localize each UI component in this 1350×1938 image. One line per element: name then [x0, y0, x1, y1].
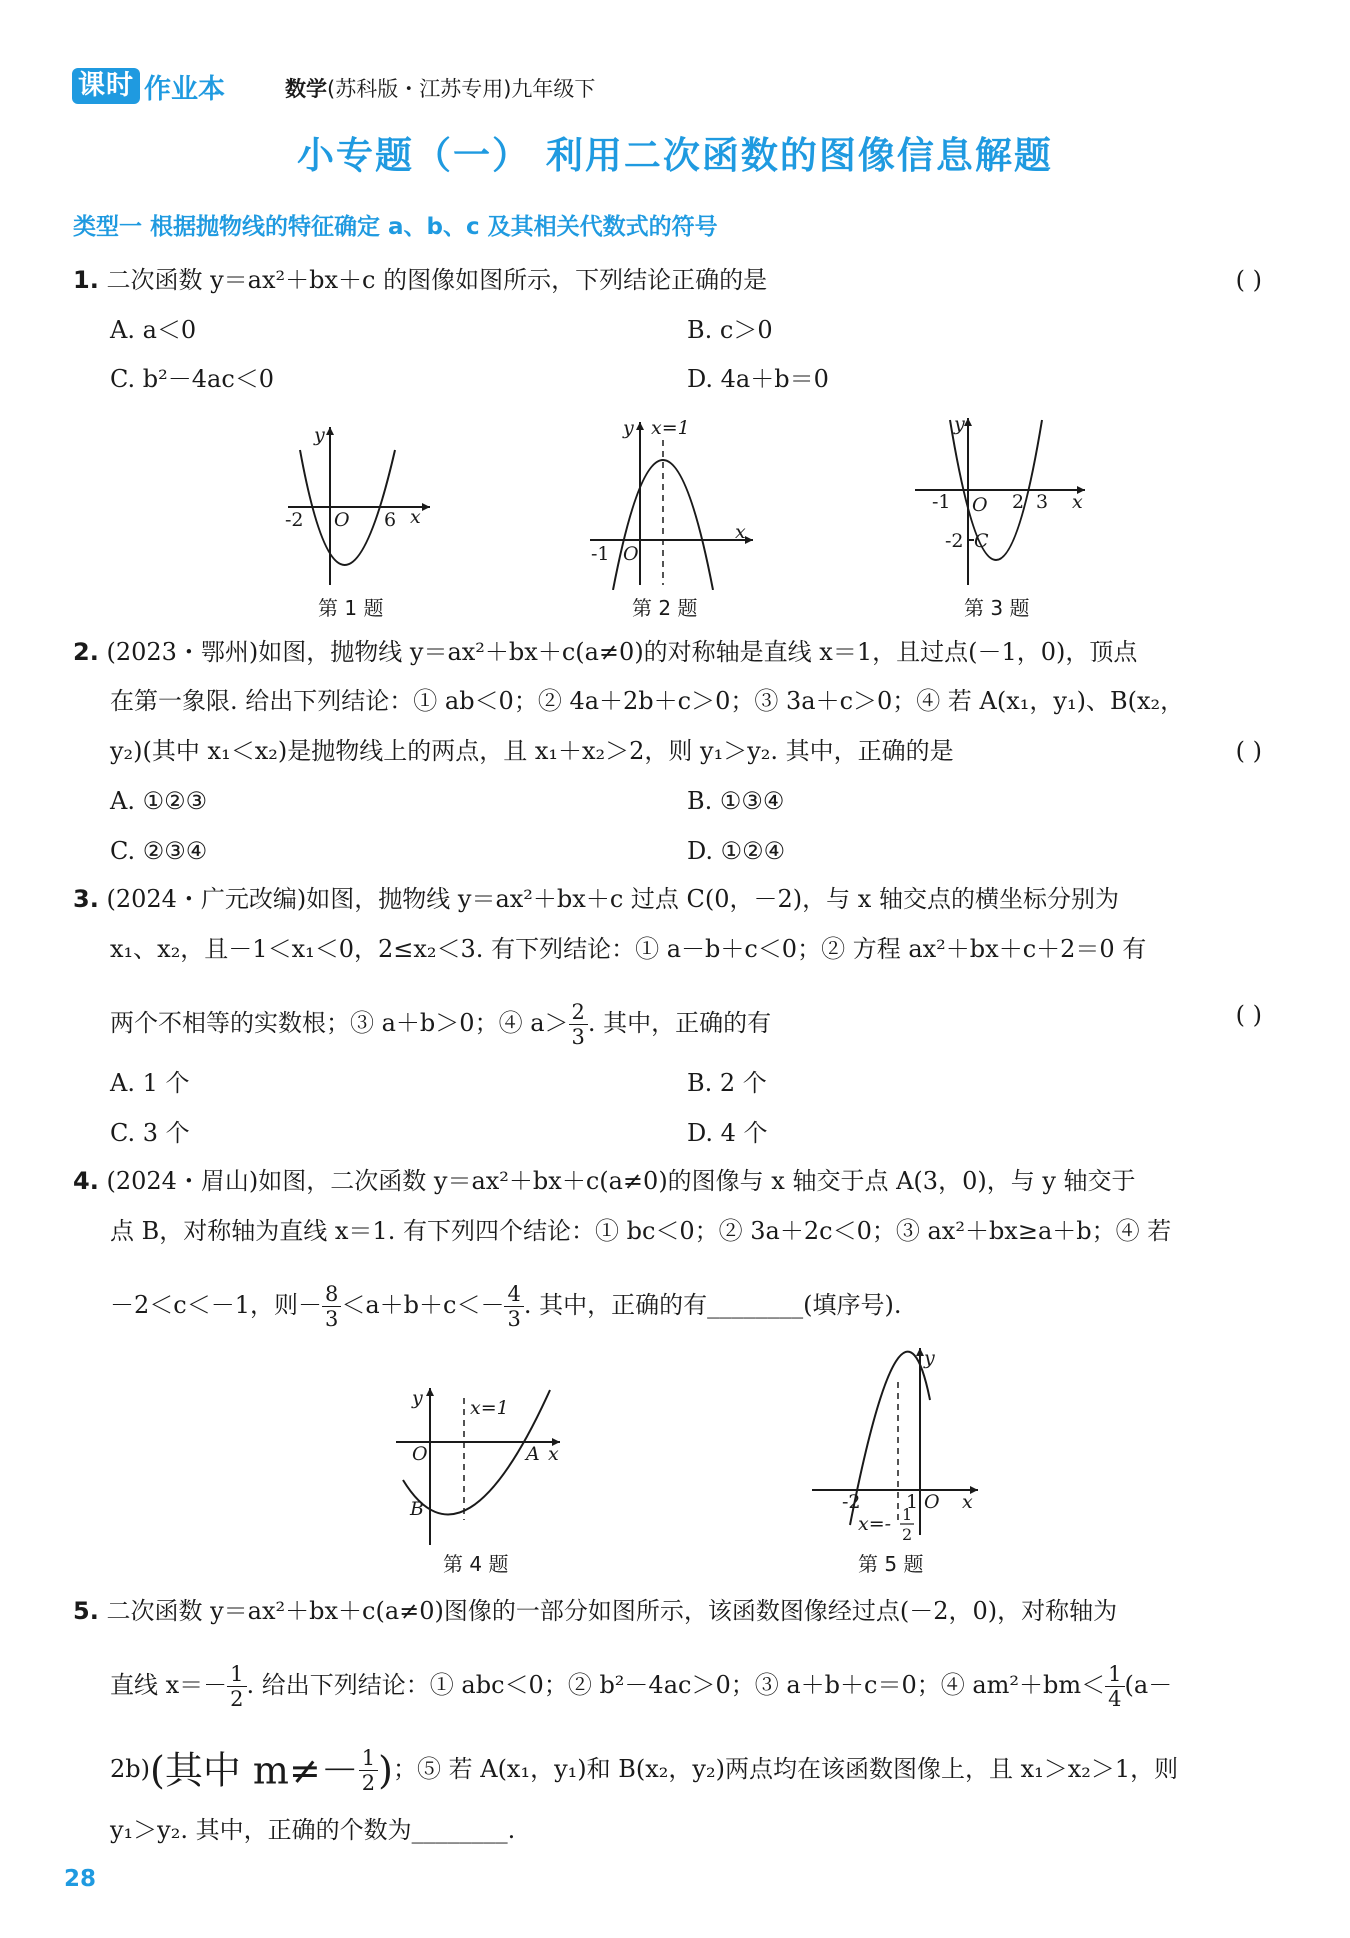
figure-1: [280, 415, 440, 595]
svg-text:3: 3: [1036, 491, 1049, 513]
figure-3: [910, 410, 1090, 590]
svg-text:O: O: [924, 1491, 940, 1513]
svg-text:-1: -1: [591, 543, 610, 565]
svg-text:B: B: [410, 1498, 424, 1520]
svg-text:y: y: [954, 413, 965, 435]
svg-text:x: x: [1072, 491, 1083, 513]
figure-1-caption: 第 1 题: [318, 596, 384, 620]
figure-5-caption: 第 5 题: [858, 1552, 924, 1576]
svg-text:O: O: [972, 494, 988, 516]
option-b: B. ①③④: [687, 787, 785, 815]
question-4-line-2: 点 B，对称轴为直线 x＝1. 有下列四个结论：① bc＜0；② 3a＋2c＜0；③ ax²＋bx≥a＋b；④ 若: [110, 1217, 1172, 1245]
option-c: C. 3 个: [110, 1119, 190, 1147]
svg-text:-2: -2: [945, 530, 964, 552]
question-2-line-1: 2. (2023・鄂州)如图，抛物线 y＝ax²＋bx＋c(a≠0)的对称轴是直线 x＝1，且过点(－1，0)，顶点: [73, 638, 1138, 666]
answer-bracket: ( ): [1235, 266, 1262, 294]
question-3-line-1: 3. (2024・广元改编)如图，抛物线 y＝ax²＋bx＋c 过点 C(0，－2)，与 x 轴交点的横坐标分别为: [73, 885, 1119, 913]
option-a: A. ①②③: [110, 787, 208, 815]
svg-text:x: x: [548, 1443, 559, 1465]
parabola: [613, 460, 713, 590]
figure-3-caption: 第 3 题: [964, 596, 1030, 620]
question-1-stem: 1. 二次函数 y＝ax²＋bx＋c 的图像如图所示，下列结论正确的是: [73, 266, 768, 294]
svg-text:1: 1: [902, 1505, 913, 1524]
svg-text:y: y: [924, 1347, 935, 1369]
brand-logo: [72, 68, 225, 104]
svg-text:O: O: [623, 543, 639, 565]
svg-text:x=1: x=1: [651, 417, 690, 439]
svg-text:-2: -2: [842, 1491, 861, 1513]
svg-text:y: y: [412, 1387, 423, 1409]
option-c: C. b²－4ac＜0: [110, 365, 275, 393]
option-b: B. 2 个: [687, 1069, 767, 1097]
question-4-line-1: 4. (2024・眉山)如图，二次函数 y＝ax²＋bx＋c(a≠0)的图像与 x 轴交于点 A(3，0)，与 y 轴交于: [73, 1167, 1136, 1195]
question-5-line-4: y₁＞y₂. 其中，正确的个数为________.: [110, 1816, 516, 1844]
figure-4: [388, 1380, 573, 1550]
option-b: B. c＞0: [687, 316, 773, 344]
answer-bracket: ( ): [1235, 737, 1262, 765]
svg-text:x=-: x=-: [858, 1513, 892, 1535]
svg-text:A: A: [526, 1443, 540, 1465]
option-d: D. 4a＋b＝0: [687, 365, 829, 393]
answer-blank: ________: [707, 1291, 804, 1319]
svg-text:2: 2: [1012, 491, 1025, 513]
svg-text:x: x: [962, 1491, 973, 1513]
svg-text:2: 2: [902, 1525, 913, 1544]
page-title: 小专题（一） 利用二次函数的图像信息解题: [297, 133, 1053, 177]
svg-text:y: y: [623, 417, 634, 439]
question-3-line-3: 两个不相等的实数根；③ a＋b＞0；④ a＞ $\frac{2}{3}$ . 其中，正确的有: [110, 1000, 772, 1049]
question-2-line-3: y₂)(其中 x₁＜x₂)是抛物线上的两点，且 x₁＋x₂＞2，则 y₁＞y₂. 其中，正确的是: [110, 737, 954, 765]
option-a: A. 1 个: [110, 1069, 190, 1097]
section-heading: 类型一 根据抛物线的特征确定 a、b、c 及其相关代数式的符号: [73, 214, 718, 240]
logo-text: 作业本: [144, 73, 225, 105]
question-5-line-2: 直线 x＝－ $\frac{1}{2}$ . 给出下列结论：① abc＜0；② b²－4ac＞0；③ a＋b＋c＝0；④ am²＋bm＜ $\frac{1}{4}$ (a－: [110, 1662, 1173, 1711]
question-5-line-1: 5. 二次函数 y＝ax²＋bx＋c(a≠0)图像的一部分如图所示，该函数图像经过点(－2，0)，对称轴为: [73, 1597, 1118, 1625]
figure-2: [585, 410, 760, 590]
svg-text:x: x: [735, 521, 746, 543]
figure-2-caption: 第 2 题: [632, 596, 698, 620]
option-c: C. ②③④: [110, 837, 208, 865]
svg-text:O: O: [412, 1443, 428, 1465]
page-number: 28: [64, 1866, 97, 1892]
option-d: D. 4 个: [687, 1119, 768, 1147]
svg-text:C: C: [974, 530, 989, 552]
figure-4-caption: 第 4 题: [443, 1552, 509, 1576]
question-5-line-3: 2b)(其中 m≠－ $\frac{1}{2}$ )；⑤ 若 A(x₁，y₁)和 B(x₂，y₂)两点均在该函数图像上，且 x₁＞x₂＞1，则: [110, 1746, 1179, 1795]
svg-text:x: x: [410, 506, 421, 528]
svg-text:y: y: [314, 424, 325, 446]
book-subtitle: 数学(苏科版・江苏专用)九年级下: [285, 77, 596, 101]
svg-text:1: 1: [906, 1491, 919, 1513]
svg-text:x=1: x=1: [470, 1397, 509, 1419]
answer-bracket: ( ): [1235, 1001, 1262, 1029]
svg-text:-1: -1: [932, 491, 951, 513]
question-3-line-2: x₁、x₂，且－1＜x₁＜0，2≤x₂＜3. 有下列结论：① a－b＋c＜0；② 方程 ax²＋bx＋c＋2＝0 有: [110, 935, 1147, 963]
question-2-line-2: 在第一象限. 给出下列结论：① ab＜0；② 4a＋2b＋c＞0；③ 3a＋c＞0；④ 若 A(x₁，y₁)、B(x₂，: [110, 687, 1185, 715]
option-d: D. ①②④: [687, 837, 786, 865]
svg-text:6: 6: [384, 509, 397, 531]
svg-text:-2: -2: [285, 509, 304, 531]
option-a: A. a＜0: [110, 316, 197, 344]
answer-blank: ________: [411, 1816, 508, 1844]
logo-box: 课时: [72, 68, 140, 104]
svg-text:O: O: [334, 509, 350, 531]
question-4-line-3: －2＜c＜－1，则－ $\frac{8}{3}$ ＜a＋b＋c＜－ $\frac{4}{3}$ . 其中，正确的有________(填序号).: [110, 1282, 902, 1331]
figure-5: [810, 1340, 985, 1550]
